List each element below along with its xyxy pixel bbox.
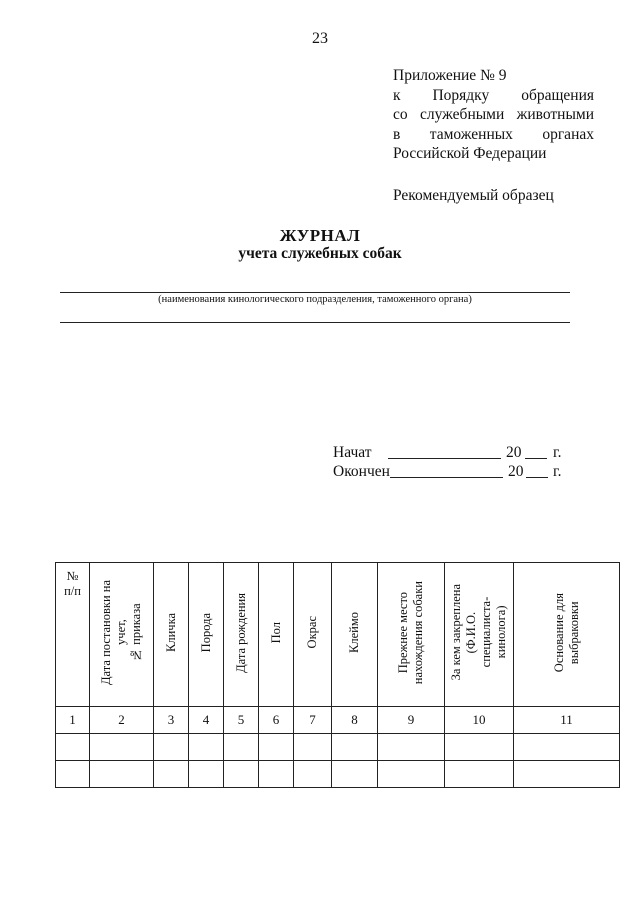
appendix-word: со	[393, 106, 408, 123]
column-header-text: За кем закреплена (Ф.И.О. специалиста- кинолога)	[449, 584, 508, 681]
column-number: 7	[294, 707, 332, 734]
column-header	[294, 563, 332, 707]
column-header	[90, 563, 154, 707]
table-header-row	[56, 563, 620, 707]
table-cell	[514, 761, 620, 788]
started-year-suffix: г.	[553, 444, 562, 461]
column-header	[332, 563, 378, 707]
ended-year-line	[526, 477, 548, 478]
page-number: 23	[312, 30, 328, 47]
column-header-text: Окрас	[305, 616, 319, 649]
column-header	[224, 563, 259, 707]
journal-subtitle: учета служебных собак	[238, 245, 402, 262]
table-cell	[445, 761, 514, 788]
table-cell	[224, 734, 259, 761]
column-header	[259, 563, 294, 707]
column-header	[378, 563, 445, 707]
appendix-word: Порядку	[432, 86, 490, 104]
column-number: 9	[378, 707, 445, 734]
column-number: 8	[332, 707, 378, 734]
appendix-line	[393, 125, 594, 145]
table-cell	[294, 761, 332, 788]
table-cell	[56, 734, 90, 761]
ended-row	[333, 462, 573, 481]
journal-title: ЖУРНАЛ	[279, 226, 361, 245]
table-cell	[56, 761, 90, 788]
date-block	[333, 443, 573, 481]
column-header-text: Основание для выбраковки	[551, 592, 581, 673]
column-number-row	[56, 707, 620, 734]
column-header-text: Порода	[198, 612, 213, 653]
sample-label: Рекомендуемый образец	[393, 186, 554, 204]
ended-date-line	[390, 477, 503, 478]
started-date-line	[388, 458, 501, 459]
ended-label: Окончен	[333, 463, 390, 480]
appendix-line	[393, 105, 594, 125]
column-header	[514, 563, 620, 707]
column-number: 5	[224, 707, 259, 734]
column-number: 2	[90, 707, 154, 734]
table-cell	[259, 761, 294, 788]
column-header-text: Дата постановки на учет, № приказа	[99, 580, 143, 685]
table-cell	[378, 761, 445, 788]
column-number: 3	[154, 707, 189, 734]
table-cell	[445, 734, 514, 761]
table-cell	[189, 761, 224, 788]
column-header-text: Клеймо	[347, 612, 361, 653]
column-number: 10	[445, 707, 514, 734]
table-cell	[332, 734, 378, 761]
started-label: Начат	[333, 444, 372, 461]
column-header-text: Прежнее место нахождения собаки	[396, 580, 425, 685]
column-number: 6	[259, 707, 294, 734]
column-number: 1	[56, 707, 90, 734]
appendix-word: служебными	[420, 106, 505, 123]
appendix-line	[393, 144, 594, 164]
table-cell	[90, 734, 154, 761]
appendix-word: животными	[516, 106, 594, 123]
ended-year-prefix: 20	[508, 463, 524, 480]
table-cell	[514, 734, 620, 761]
table-row	[56, 734, 620, 761]
appendix-word: к	[393, 86, 401, 104]
appendix-word: в	[393, 125, 401, 143]
column-header-text: Дата рождения	[233, 592, 248, 673]
table-row	[56, 761, 620, 788]
appendix-line	[393, 66, 594, 86]
column-header: № п/п	[56, 563, 90, 707]
table-cell	[259, 734, 294, 761]
started-row	[333, 443, 573, 462]
column-header	[445, 563, 514, 707]
column-header-text: Пол	[268, 621, 283, 644]
org-caption: (наименования кинологического подразделения, таможенного органа)	[158, 294, 472, 305]
table-cell	[154, 761, 189, 788]
appendix-lines	[393, 66, 594, 164]
column-number: 11	[514, 707, 620, 734]
started-year-line	[525, 458, 547, 459]
column-header	[189, 563, 224, 707]
appendix-word: обращения	[521, 86, 594, 104]
column-number: 4	[189, 707, 224, 734]
org-name-line-2	[60, 322, 570, 323]
table-cell	[294, 734, 332, 761]
table-cell	[224, 761, 259, 788]
column-header	[154, 563, 189, 707]
started-year-prefix: 20	[506, 444, 522, 461]
appendix-word: органах	[542, 125, 594, 143]
appendix-word: Российской Федерации	[393, 145, 547, 162]
appendix-word: Приложение № 9	[393, 67, 507, 84]
table-cell	[154, 734, 189, 761]
column-header-text: Кличка	[163, 613, 178, 652]
ended-year-suffix: г.	[553, 463, 562, 480]
appendix-block	[393, 66, 594, 205]
appendix-line	[393, 86, 594, 106]
dog-register-table	[55, 562, 620, 788]
table-cell	[332, 761, 378, 788]
appendix-word: таможенных	[429, 125, 513, 143]
table-cell	[90, 761, 154, 788]
table-cell	[378, 734, 445, 761]
org-name-line	[60, 292, 570, 293]
table-cell	[189, 734, 224, 761]
